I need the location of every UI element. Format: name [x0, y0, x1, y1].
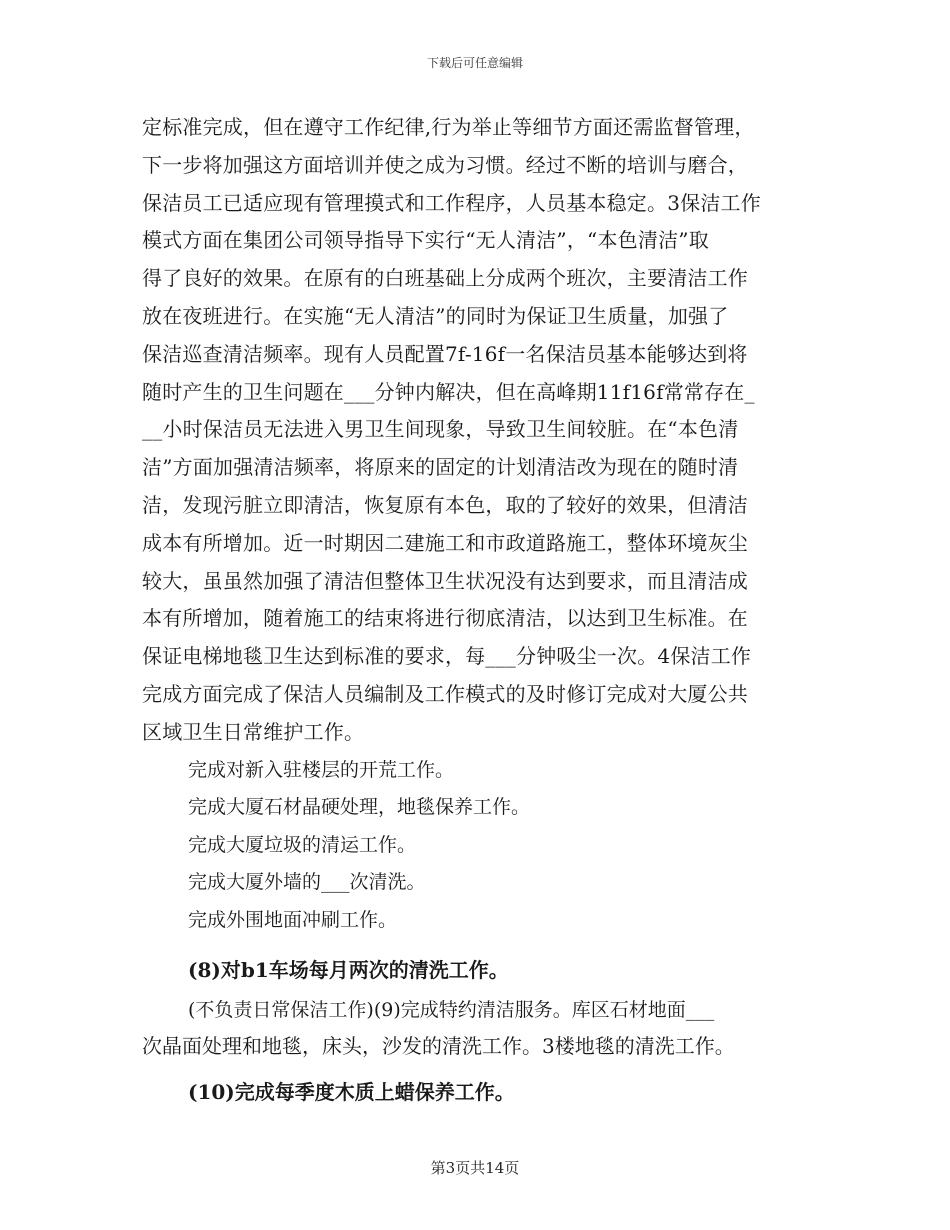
list-item: 完成对新入驻楼层的开荒工作。 — [188, 758, 455, 781]
body-line-17: 区域卫生日常维护工作。 — [142, 719, 365, 744]
body-line-3: 保洁员工已适应现有管理摸式和工作程序，人员基本稳定。3保洁工作 — [142, 190, 761, 215]
body-line-10: 洁”方面加强清洁频率，将原来的固定的计划清洁改为现在的随时清 — [142, 455, 739, 480]
body-line-7: 保洁巡查清洁频率。现有人员配置7f-16f一名保洁员基本能够达到将 — [142, 341, 748, 366]
body-line-16: 完成方面完成了保洁人员编制及工作模式的及时修订完成对大厦公共 — [142, 681, 748, 706]
document-body — [142, 109, 812, 1112]
body-line-5: 得了良好的效果。在原有的白班基础上分成两个班次，主要清洁工作 — [142, 266, 748, 291]
body-line-2: 下一步将加强这方面培训并使之成为习惯。经过不断的培训与磨合， — [142, 152, 748, 177]
body-line-14: 本有所增加，随着施工的结束将进行彻底清洁，以达到卫生标准。在 — [142, 606, 748, 631]
list-item: 完成大厦外墙的___次清洗。 — [188, 871, 426, 894]
page-number: 第3页共14页 — [430, 1159, 520, 1177]
item-9-line-2: 次晶面处理和地毯，床头，沙发的清洗工作。3楼地毯的清洗工作。 — [142, 1033, 735, 1058]
item-10-heading: (10)完成每季度木质上蜡保养工作。 — [188, 1079, 515, 1104]
page-header: 下载后可任意编辑 — [426, 56, 523, 70]
body-line-8: 随时产生的卫生问题在___分钟内解决，但在高峰期11f16f常常存在_ — [142, 379, 755, 404]
body-line-9: __小时保洁员无法进入男卫生间现象，导致卫生间较脏。在“本色清 — [142, 417, 739, 442]
list-item: 完成大厦垃圾的清运工作。 — [188, 833, 417, 856]
body-line-6: 放在夜班进行。在实施“无人清洁”的同时为保证卫生质量，加强了 — [142, 303, 729, 328]
list-item: 完成大厦石材晶硬处理，地毯保养工作。 — [188, 796, 531, 819]
body-line-4: 模式方面在集团公司领导指导下实行“无人清洁”，“本色清洁”取 — [142, 228, 709, 253]
body-line-11: 洁，发现污脏立即清洁，恢复原有本色，取的了较好的效果，但清洁 — [142, 492, 748, 517]
body-line-1: 定标准完成，但在遵守工作纪律,行为举止等细节方面还需监督管理， — [142, 115, 755, 139]
item-9-line-1: (不负责日常保洁工作)(9)完成特约清洁服务。库区石材地面___ — [188, 998, 715, 1021]
list-item: 完成外围地面冲刷工作。 — [188, 908, 398, 931]
body-line-12: 成本有所增加。近一时期因二建施工和市政道路施工，整体环境灰尘 — [142, 530, 748, 555]
body-line-15: 保证电梯地毯卫生达到标准的要求，每___分钟吸尘一次。4保洁工作 — [142, 644, 752, 669]
item-8-heading: (8)对b1车场每月两次的清洗工作。 — [188, 957, 509, 982]
body-line-13: 较大，虽虽然加强了清洁但整体卫生状况没有达到要求，而且清洁成 — [142, 568, 748, 593]
